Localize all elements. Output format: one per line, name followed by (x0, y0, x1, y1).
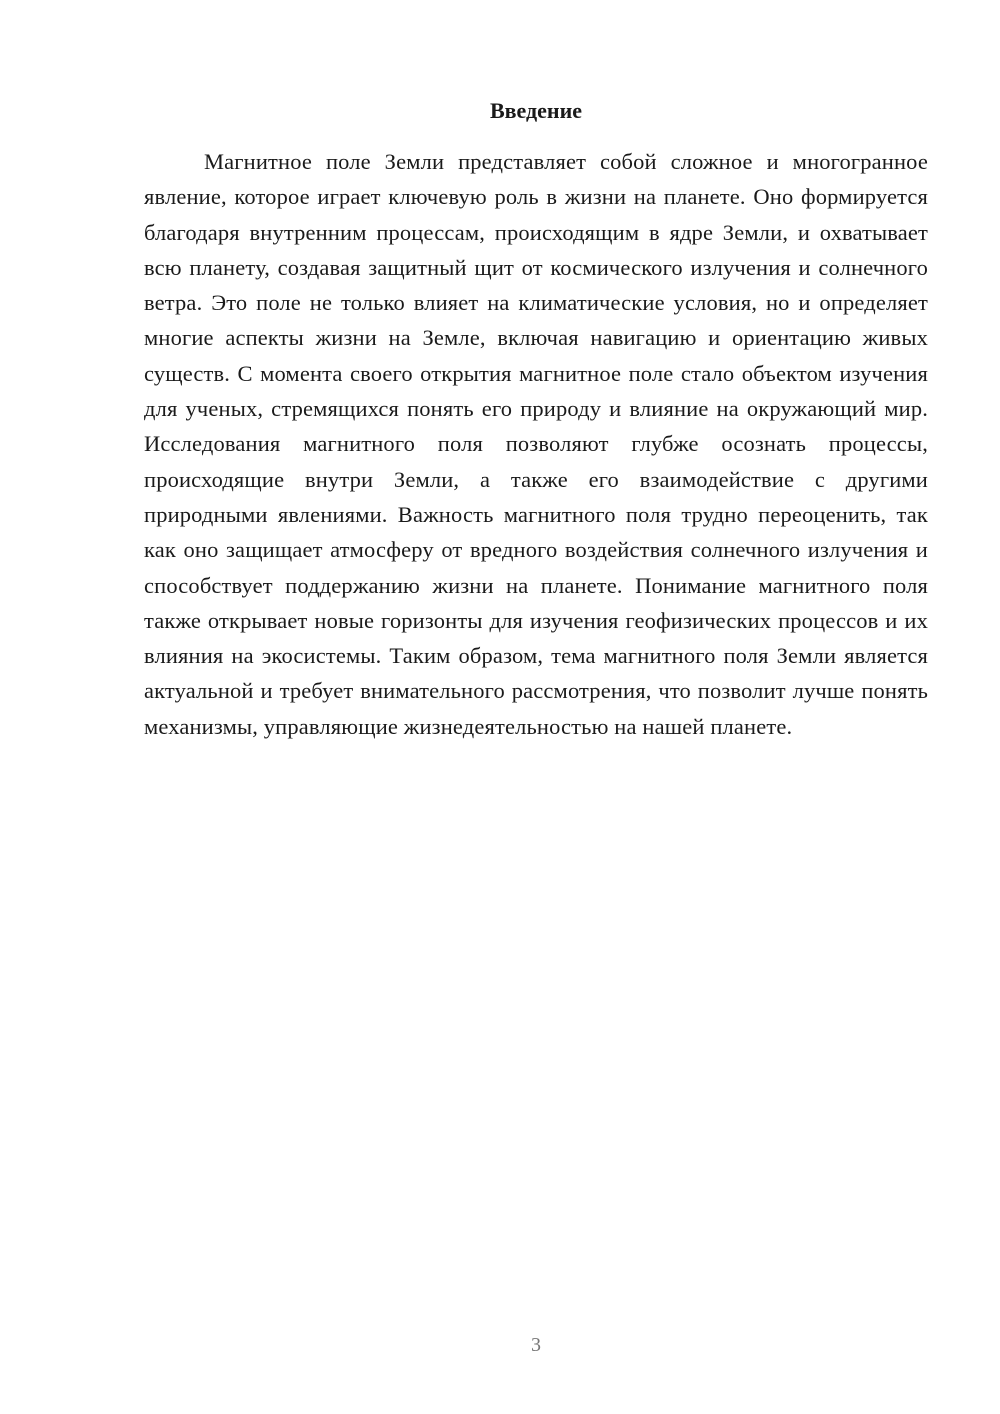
section-title: Введение (489, 98, 583, 123)
body-paragraph: Магнитное поле Земли представляет собой сложное и многогранное явление, которое играет ключевую роль в жизни на планете. Оно формируется благодаря внутренним процессам, происходящим в ядре Земли, и охватывает всю планету, создавая защитный щит от космического излучения и солнечного ветра. Это поле не только влияет на климатические условия, но и определяет многие аспекты жизни на Земле, включая навигацию и ориентацию живых существ. С момента своего открытия магнитное поле стало объектом изучения для ученых, стремящихся понять его природу и влияние на окружающий мир. Исследования магнитного поля позволяют глубже осознать процессы, происходящие внутри Земли, а также его взаимодействие с другими природными явлениями. Важность магнитного поля трудно переоценить, так как оно защищает атмосферу от вредного воздействия солнечного излучения и способствует поддержанию жизни на планете. Понимание магнитного поля также открывает новые горизонты для изучения геофизических процессов и их влияния на экосистемы. Таким образом, тема магнитного поля Земли является актуальной и требует внимательного рассмотрения, что позволит лучше понять механизмы, управляющие жизнедеятельностью на нашей планете. (144, 149, 928, 739)
page-number: 3 (531, 1334, 541, 1356)
